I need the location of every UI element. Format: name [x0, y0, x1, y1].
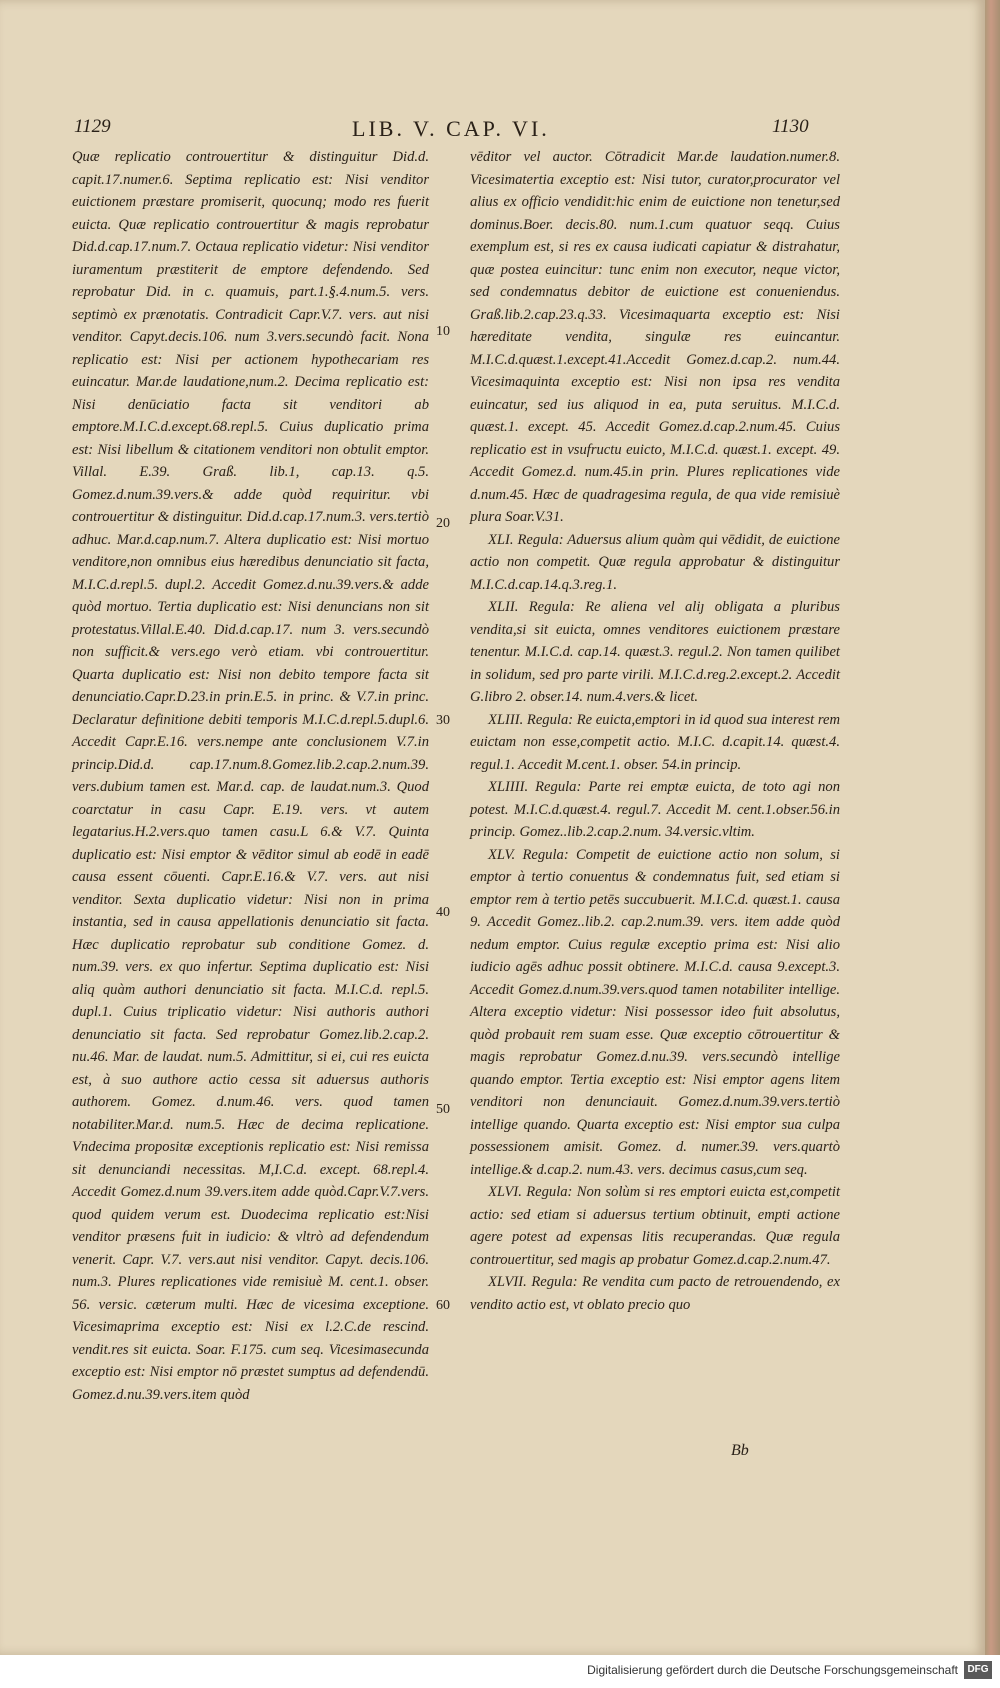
running-head: LIB. V. CAP. VI. — [352, 116, 550, 141]
footer-credit: Digitalisierung gefördert durch die Deutsche Forschungsgemeinschaft — [587, 1663, 958, 1677]
regula-paragraph: XLIII. Regula: Re euicta,emptori in id quod sua interest rem euictam non esse,competit actio. M.I.C. d.capit.14. quæst.4. regul.1. Accedit M.cent.1. obser. 54.in princip. — [470, 711, 840, 773]
line-number: 20 — [436, 516, 450, 531]
dfg-logo-icon: DFG — [964, 1661, 992, 1679]
line-number: 50 — [436, 1102, 450, 1117]
regula-paragraph: XLIIII. Regula: Parte rei emptæ euicta, de toto agi non potest. M.I.C.d.quæst.4. regul.7. Accedit M. cent.1.obser.56.in princip. Gomez..lib.2.cap.2.num. 34.versic.vltim. — [470, 779, 840, 840]
page-edge — [985, 0, 1000, 1655]
left-column-text: Quæ replicatio controuertitur & distinguitur Did.d. capit.17.numer.6. Septima replicatio est: Nisi venditor euictionem præstare promiserit, quocunq; modo res fuerit euicta. Quæ replicatio controuertitur & magis reprobatur Did.d.cap.17.num.7. Octaua replicatio videtur: Nisi venditor iuramentum præstiterit de emptore defendendo. Sed reprobatur Did. in c. quamuis, part.1.§.4.num.5. vers. septimò ex prænotatis. Contradicit Capr.V.7. vers. aut nisi venditor. Capyt.decis.106. num 3.vers.secundò facit. Nona replicatio est: Nisi per actionem hypothecariam res euincatur. Mar.de laudatione,num.2. Decima replicatio est: Nisi denūciatio facta sit venditori ab emptore.M.I.C.d.except.68.repl.5. Cuius duplicatio prima est: Nisi libellum & citationem venditori non obtulit emptor. Villal. E.39. Graß. lib.1, cap.13. q.5. Gomez.d.num.39.vers.& adde quòd requiritur. vbi controuertitur & distinguitur. Did.d.cap.17.num.3. vers.tertiò adhuc. Mar.d.cap.num.7. Altera duplicatio est: Nisi mortuo venditore,non omnibus eius hæredibus denunciatio sit facta, M.I.C.d.repl.5. dupl.2. Accedit Gomez.d.nu.39.vers.& adde quòd mortuo. Tertia duplicatio est: Nisi denuncians non sit protestatus.Villal.E.40. Did.d.cap.17. num 3. vers.secundò non sufficit.& vers.ego verò etiam. vbi controuertitur. Quarta duplicatio est: Nisi non debito tempore facta sit denunciatio.Capr.D.23.in prin.E.5. in princ. & V.7.in princ. Declaratur definitione debiti temporis M.I.C.d.repl.5.dupl.6. Accedit Capr.E.16. vers.nempe ante conclusionem V.7.in princip.Did.d. cap.17.num.8.Gomez.lib.2.cap.2.num.39. vers.dubium tamen est. Mar.d. cap. de laudat.num.3. Quod coarctatur in casu Capr. E.19. vers. vt autem legatarius.H.2.vers.quo tamen casu.L 6.& V.7. Quinta duplicatio est: Nisi emptor & vēditor simul ab eodē in eadē causa essent cōuenti. Capr.E.16.& V.7. vers. aut nisi venditor. Sexta duplicatio videtur: Nisi non in prima instantia, sed in causa appellationis denunciatio sit facta. Hæc duplicatio reprobatur sub conditione Gomez. d. num.39. vers. ex quo infertur. Septima duplicatio est: Nisi aliq quàm authori denunciatio sit facta. M.I.C.d. repl.5. dupl.1. Cuius triplicatio videtur: Nisi authoris authori denunciatio sit facta. Sed reprobatur Gomez.lib.2.cap.2. nu.46. Mar. de laudat. num.5. Admittitur, si ei, cui res euicta est, à suo authore actio cessa sit aduersus authoris authorem. Gomez. d.num.46. vers. quod tamen notabiliter.Mar.d. num.5. Hæc de decima replicatione. Vndecima propositæ exceptionis replicatio est: Nisi remissa sit denunciandi necessitas. M,I.C.d. except. 68.repl.4. Accedit Gomez.d.num 39.vers.item adde quòd.Capr.V.7.vers. quod quidem verum est. Duodecima replicatio est:Nisi venditor præsens fuit in iudicio: & vltrò ad defendendum venerit. Capr. V.7. vers.aut nisi venditor. Capyt. decis.106. num.3. Plures replicationes vide remisiuè M. cent.1. obser. 56. versic. cæterum multi. Hæc de vicesima exceptione. Vicesimaprima exceptio est: Nisi ex l.2.C.de rescind. vendit.res sit euicta. Soar. F.175. cum seq. Vicesimasecunda exceptio est: Nisi emptor nō præstet sumptus ad defendendū. Gomez.d.nu.39.vers.item quòd — [72, 149, 429, 1403]
right-column — [470, 146, 840, 1316]
line-number: 30 — [436, 713, 450, 728]
signature-mark: Bb — [731, 1442, 749, 1459]
page-number-left: 1129 — [74, 116, 111, 137]
line-number: 10 — [436, 324, 450, 339]
page-number-right: 1130 — [772, 116, 809, 137]
regula-paragraph: XLV. Regula: Competit de euictione actio non solum, si emptor à tertio conuentus & condemnatus fuit, sed etiam si emptor rem à tertio petēs succubuerit. M.I.C.d. quæst.1. causa 9. Accedit Gomez..lib.2. cap.2.num.39. vers. item adde quòd nedum emptor. Cuius regulæ exceptio prima est: Nisi alio iudicio agēs adhuc possit obtinere. M.I.C.d. causa 9.except.3. Accedit Gomez.d.num.39.vers.quod tamen notabiliter intellige. Altera exceptio videtur: Nisi possessor ideo fuit absolutus, quòd probauit rem suam esse. Quæ exceptio cōtrouertitur & magis reprobatur Gomez.d.nu.39. vers.secundò intellige quando emptor. Tertia exceptio est: Nisi emptor agens litem venditori non denunciauit. Gomez.d.num.39.vers.tertiò intellige quando. Quarta exceptio est: Nisi emptor sua culpa possessionem amisit. Gomez. d. numer.39. vers.quartò intellige.& d.cap.2. num.43. vers. decimus casus,cum seq. — [470, 846, 840, 1178]
regula-paragraph: XLI. Regula: Aduersus alium quàm qui vēdidit, de euictione actio non competit. Quæ regula approbatur & distinguitur M.I.C.d.cap.14.q.3.reg.1. — [470, 531, 840, 593]
regula-paragraph: XLII. Regula: Re aliena vel aliȷ obligata a pluribus vendita,si sit euicta, omnes venditores euictionem præstare tenentur. M.I.C.d. cap.14. quæst.3. regul.2. Non tamen quilibet in solidum, sed pro parte virili. M.I.C.d.reg.2.except.2. Accedit G.libro 2. obser.14. num.4.vers.& licet. — [470, 599, 840, 705]
footer-bar — [0, 1655, 1000, 1688]
line-number: 60 — [436, 1298, 450, 1313]
left-column — [72, 146, 429, 1406]
right-column-paragraph: vēditor vel auctor. Cōtradicit Mar.de laudation.numer.8. Vicesimatertia exceptio est: Nisi tutor, curator,procurator vel alius ex officio vendidit:hic enim de euictione non tenetur,sed dominus.Boer. decis.80. num.1.cum quatuor seqq. Cuius exemplum est, si res ex causa iudicati capiatur & distrahatur, quæ postea euincitur: tunc enim non executor, neque victor, sed condemnatus debitor de euictione est conueniendus. Graß.lib.2.cap.23.q.33. Vicesimaquarta exceptio est: Nisi hæreditate vendita, singulæ res euincantur. M.I.C.d.quæst.1.except.41.Accedit Gomez.d.cap.2. num.44. Vicesimaquinta exceptio est: Nisi non ipsa res vendita euincatur, sed ius aliquod in ea, puta seruitus. M.I.C.d. quæst.1. except. 45. Accedit Gomez.d.cap.2.num.45. Cuius replicatio est in vsufructu euicto, M.I.C.d. quæst.1. except. 49. Accedit Gomez.d. num.45.in prin. Plures replicationes vide d.num.45. Hæc de quadragesima regula, de qua vide remisiuè plura Soar.V.31. — [470, 149, 840, 525]
line-number: 40 — [436, 905, 450, 920]
regula-paragraph: XLVI. Regula: Non solùm si res emptori euicta est,competit actio: sed etiam si aduersus tertium obtinuit, empti actione agere potest ad expensas litis recuperandas. Quæ regula controuertitur, sed magis ap probatur Gomez.d.cap.2.num.47. — [470, 1184, 840, 1268]
regula-paragraph: XLVII. Regula: Re vendita cum pacto de retrouendendo, ex vendito actio est, vt oblato precio quo — [470, 1274, 840, 1313]
